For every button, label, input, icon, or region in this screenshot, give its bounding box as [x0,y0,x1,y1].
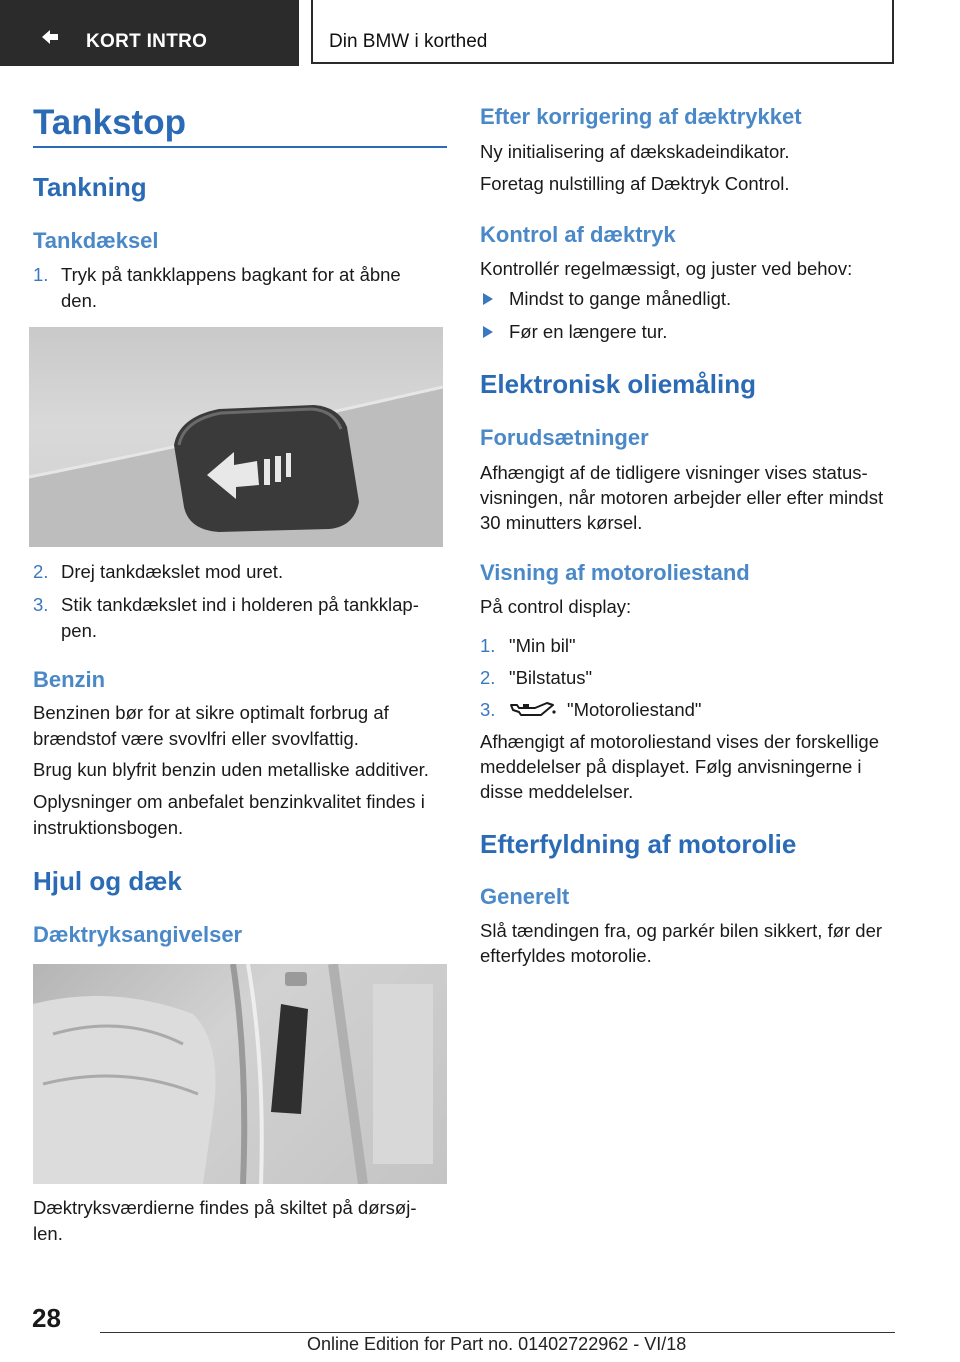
heading-tankdaeksel: Tankdæksel [33,228,159,253]
heading-hjul: Hjul og dæk [33,866,182,896]
step-text: den. [61,290,98,311]
chapter-tab-label: Din BMW i korthed [329,31,488,52]
step-number: 3. [33,594,49,615]
paragraph: Brug kun blyfrit benzin uden metalliske additiver. [33,759,429,780]
paragraph: På control display: [480,596,632,617]
paragraph: Oplysninger om anbefalet benzinkvalitet findes i [33,791,425,812]
step-text: "Bilstatus" [509,667,593,688]
paragraph: 30 minutters kørsel. [480,512,643,533]
page-number: 28 [32,1303,61,1333]
section-tab[interactable] [0,0,299,66]
fuel-flap-icon [40,28,64,46]
paragraph: Benzinen bør for at sikre optimalt forbrug af [33,702,389,723]
paragraph: disse meddelelser. [480,781,634,802]
image-caption: len. [33,1223,63,1244]
step-text: Stik tankdækslet ind i holderen på tankklap- [61,594,419,615]
heading-benzin: Benzin [33,667,106,692]
paragraph: instruktionsbogen. [33,817,184,838]
paragraph: visningen, når motoren arbejder eller efter mindst [480,487,884,508]
heading-efter-korrigering: Efter korrigering af dæktrykket [480,104,802,129]
page-header [0,0,960,66]
heading-efterfyldning: Efterfyldning af motorolie [480,829,797,859]
step-number: 1. [480,635,496,656]
footer-edition: Online Edition for Part no. 01402722962 - VI/18 [307,1334,687,1354]
footer-rule [100,1332,895,1333]
chapter-tab[interactable] [311,0,894,64]
fuel-flap-image [29,327,443,547]
heading-oliemaaling: Elektronisk oliemåling [480,369,756,399]
oil-can-icon [509,699,557,721]
paragraph: Foretag nulstilling af Dæktryk Control. [480,173,790,194]
paragraph: Kontrollér regelmæssigt, og juster ved behov: [480,258,853,279]
step-text: "Min bil" [509,635,576,656]
paragraph: Afhængigt af de tidligere visninger vises status- [480,462,868,483]
heading-visning: Visning af motoroliestand [480,560,750,585]
step-text: Drej tankdækslet mod uret. [61,561,284,582]
page-title: Tankstop [33,103,186,142]
section-tab-label: KORT INTRO [86,31,208,52]
step-text: pen. [61,620,98,641]
heading-generelt: Generelt [480,884,570,909]
step-number: 2. [33,561,49,582]
step-number: 2. [480,667,496,688]
bullet-text: Før en længere tur. [509,321,668,342]
bullet-triangle-icon [483,326,493,338]
heading-tankning: Tankning [33,172,147,202]
paragraph: Afhængigt af motoroliestand vises der forskellige [480,731,879,752]
heading-kontrol: Kontrol af dæktryk [480,222,676,247]
step-number: 1. [33,264,49,285]
paragraph: meddelelser på displayet. Følg anvisningerne i [480,756,862,777]
paragraph: Ny initialisering af dækskadeindikator. [480,141,790,162]
heading-forudsaetninger: Forudsætninger [480,425,649,450]
paragraph: brændstof være svovlfri eller svovlfattig. [33,728,359,749]
step-text: "Motoroliestand" [567,699,702,720]
step-text: Tryk på tankklappens bagkant for at åbne [61,264,401,285]
image-caption: Dæktryksværdierne findes på skiltet på dørsøj- [33,1197,417,1218]
step-number: 3. [480,699,496,720]
paragraph: Slå tændingen fra, og parkér bilen sikkert, før der [480,920,883,941]
title-rule [33,146,447,148]
paragraph: efterfyldes motorolie. [480,945,652,966]
bullet-text: Mindst to gange månedligt. [509,288,732,309]
door-pillar-image [33,964,447,1184]
heading-daektryk: Dæktryksangivelser [33,922,243,947]
bullet-triangle-icon [483,293,493,305]
